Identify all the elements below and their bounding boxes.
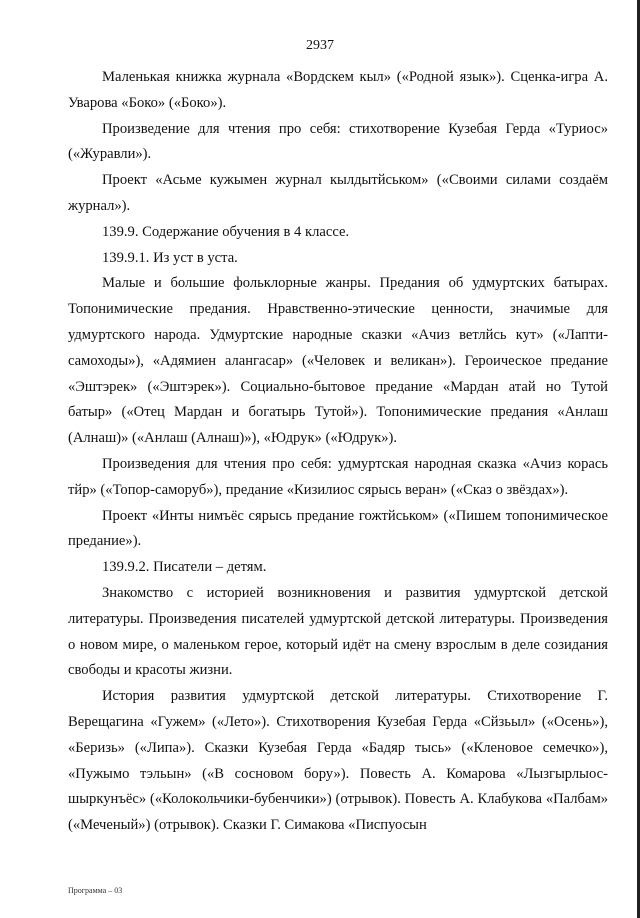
page-footer: Программа – 03 <box>68 886 123 895</box>
paragraph: Маленькая книжка журнала «Вордскем кыл» («Родной язык»). Сценка-игра А. Уварова «Боко» («Боко»). <box>68 69 608 111</box>
paragraph: Проект «Инты нимъёс сярысь предание гожтйськом» («Пишем топонимическое предание»). <box>68 507 608 550</box>
paragraph: Малые и большие фольклорные жанры. Предания об удмуртских батырах. Топонимические предания. Нравственно-этические ценности, значимые для удмуртского народа. Удмуртские народные сказки «Ачиз ветлйсь кут» («Лапти-самоходы»), «Адямиен алангасар» («Человек и великан»). Героическое предание «Эштэрек» («Эштэрек»). Социально-бытовое предание «Мардан атай но Тутой батыр» («Отец Мардан и богатырь Тутой»). Топонимические предания «Анлаш (Алнаш)» («Анлаш (Алнаш)»), «Юдрук» («Юдрук»). <box>68 275 608 447</box>
paragraph: История развития удмуртской детской литературы. Стихотворение Г. Верещагина «Гужем» («Лето»). Стихотворения Кузебая Герда «Сйзьыл» («Осень»), «Беризь» («Липа»). Сказки Кузебая Герда «Бадяр тысь» («Кленовое семечко»), «Пужымо тэльын» («В сосновом бору»). Повесть А. Комарова «Лызгырлыос-шыркунъёс» («Колокольчики-бубенчики») (отрывок). Повесть А. Клабукова «Палбам» («Меченый») (отрывок). Сказки Г. Симакова «Писпуосын <box>68 688 608 834</box>
paragraph: Проект «Асьме кужымен журнал кылдытйськом» («Своими силами создаём журнал»). <box>68 172 608 214</box>
document-body <box>68 65 608 839</box>
page-number: 2937 <box>306 38 334 53</box>
paragraph: Знакомство с историей возникновения и развития удмуртской детской литературы. Произведения писателей удмуртской детской литературы. Произведения о новом мире, о маленьком герое, который идёт на смену взрослым в деле созидания свободы и красоты жизни. <box>68 584 608 679</box>
paragraph: Произведения для чтения про себя: удмуртская народная сказка «Ачиз корась тйр» («Топор-саморуб»), предание «Кизилиос сярысь веран» («Сказ о звёздах»). <box>68 455 608 498</box>
paragraph: Произведение для чтения про себя: стихотворение Кузебая Герда «Туриос» («Журавли»). <box>68 120 608 163</box>
subsection-heading: 139.9.2. Писатели – детям. <box>102 559 267 576</box>
subsection-heading: 139.9.1. Из уст в уста. <box>102 249 238 266</box>
section-heading: 139.9. Содержание обучения в 4 классе. <box>102 223 350 240</box>
